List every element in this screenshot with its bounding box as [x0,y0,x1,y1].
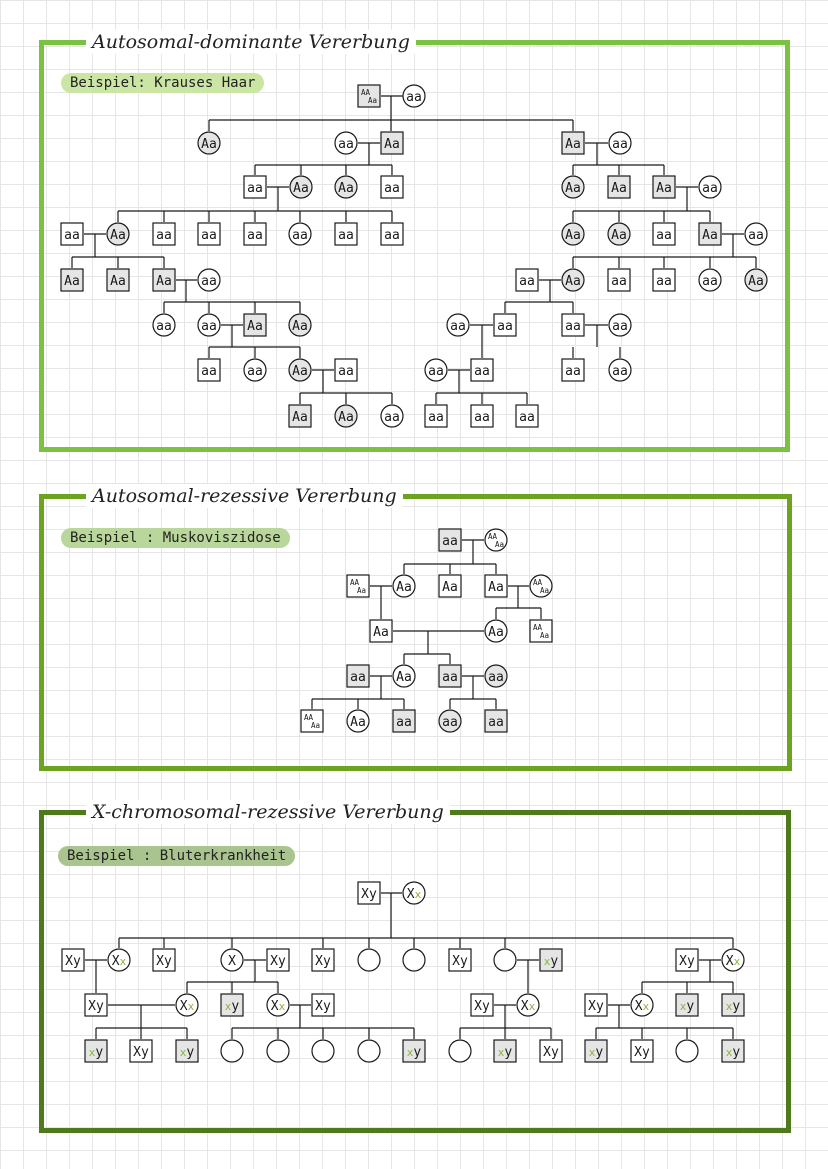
genotype-label: Aa [201,137,217,152]
female-symbol [447,314,469,336]
female-symbol [347,710,369,732]
male-symbol [267,949,289,971]
male-symbol [471,359,493,381]
genotype-label: aa [474,364,490,379]
female-symbol [244,359,266,381]
genotype-label: Aa [357,586,367,595]
genotype-label: aa [612,364,628,379]
male-symbol [335,359,357,381]
female-symbol [358,949,380,971]
genotype-label: aa [338,228,354,243]
genotype-label: Aa [368,96,378,105]
genotype-label: aa [702,181,718,196]
genotype-label: aa [612,137,628,152]
genotype-label: Xx [270,999,286,1014]
genotype-label: Xx [179,999,195,1014]
genotype-label: Xy [679,954,695,969]
genotype-label: Aa [611,181,627,196]
genotype-label: aa [442,715,458,730]
female-symbol [449,1040,471,1062]
female-symbol [403,882,425,904]
genotype-label: Xx [111,954,127,969]
male-symbol [516,269,538,291]
genotype-label: xy [725,999,741,1014]
genotype-label: Aa [442,580,458,595]
genotype-label: Xy [474,999,490,1014]
genotype-label: Xy [588,999,604,1014]
male-symbol [61,269,83,291]
male-symbol [176,1040,198,1062]
female-symbol [562,269,584,291]
genotype-label: Xy [88,999,104,1014]
male-symbol [312,949,334,971]
female-symbol [267,994,289,1016]
female-symbol [609,359,631,381]
male-symbol [62,949,84,971]
male-symbol [722,1040,744,1062]
genotype-label: aa [702,274,718,289]
female-symbol [485,665,507,687]
genotype-label: AA [304,713,314,722]
male-symbol [289,405,311,427]
female-symbol [153,314,175,336]
female-symbol [289,223,311,245]
pedigree-lines [72,96,756,404]
genotype-label: Aa [396,670,412,685]
genotype-label: aa [247,364,263,379]
male-symbol [585,1040,607,1062]
female-symbol [494,949,516,971]
genotype-label: Aa [311,721,321,730]
female-symbol [312,1040,334,1062]
male-symbol [358,882,380,904]
genotype-label: aa [450,319,466,334]
genotype-label: aa [292,228,308,243]
genotype-label: Aa [488,580,504,595]
genotype-label: Aa [565,274,581,289]
genotype-label: Xy [65,954,81,969]
genotype-label: aa [338,137,354,152]
genotype-label: aa [338,364,354,379]
male-symbol [370,620,392,642]
female-symbol [335,176,357,198]
female-symbol [381,405,403,427]
male-symbol [516,405,538,427]
genotype-label: aa [519,410,535,425]
genotype-label: Aa [156,274,172,289]
male-symbol [676,949,698,971]
genotype-label: Xx [634,999,650,1014]
genotype-label: AA [350,578,360,587]
male-symbol [221,994,243,1016]
female-symbol [562,176,584,198]
genotype-label: aa [156,228,172,243]
male-symbol [244,314,266,336]
genotype-label: Aa [396,580,412,595]
genotype-label: aa [442,534,458,549]
genotype-label: xy [406,1045,422,1060]
female-symbol [267,1040,289,1062]
genotype-label: Xy [361,887,377,902]
male-symbol [653,269,675,291]
genotype-label: aa [156,319,172,334]
female-symbol [335,132,357,154]
male-symbol [130,1040,152,1062]
genotype-label: Aa [373,625,389,640]
genotype-label: aa [428,364,444,379]
male-symbol [85,994,107,1016]
genotype-label: aa [247,181,263,196]
genotype-label: aa [612,319,628,334]
genotype-label: aa [497,319,513,334]
female-symbol [745,269,767,291]
genotype-label: xy [179,1045,195,1060]
female-symbol [609,314,631,336]
genotype-label: Aa [338,181,354,196]
female-symbol [722,949,744,971]
male-symbol [358,85,380,107]
female-symbol [699,269,721,291]
male-symbol [471,994,493,1016]
male-symbol [494,1040,516,1062]
genotype-label: aa [488,715,504,730]
genotype-label: Aa [110,228,126,243]
genotype-label: Aa [565,137,581,152]
male-symbol [107,269,129,291]
genotype-label: Xy [452,954,468,969]
section-title: X-chromosomal-rezessive Vererbung [86,800,450,824]
female-symbol [198,132,220,154]
male-symbol [381,176,403,198]
genotype-label: Aa [110,274,126,289]
genotype-label: aa [64,228,80,243]
female-symbol [393,665,415,687]
male-symbol [449,949,471,971]
genotype-label: Xy [543,1045,559,1060]
genotype-label: Xy [133,1045,149,1060]
male-symbol [653,176,675,198]
genotype-label: AA [488,532,498,541]
genotype-label: xy [497,1045,513,1060]
male-symbol [722,994,744,1016]
female-symbol [608,223,630,245]
male-symbol [439,665,461,687]
genotype-label: aa [384,410,400,425]
genotype-label: Aa [292,319,308,334]
genotype-label: Aa [611,228,627,243]
genotype-label: Xx [725,954,741,969]
genotype-label: aa [247,228,263,243]
example-tag: Beispiel : Muskoviszidose [61,528,290,548]
male-symbol [244,223,266,245]
male-symbol [403,1040,425,1062]
genotype-label: Aa [488,625,504,640]
genotype-label: AA [361,88,371,97]
pedigree-lines [312,540,541,709]
genotype-label: aa [656,228,672,243]
genotype-label: aa [350,670,366,685]
genotype-label: aa [201,274,217,289]
genotype-label: aa [384,181,400,196]
genotype-label: Aa [247,319,263,334]
male-symbol [153,949,175,971]
female-symbol [198,314,220,336]
genotype-label: aa [428,410,444,425]
female-symbol [290,176,312,198]
female-symbol [358,1040,380,1062]
genotype-label: aa [201,319,217,334]
male-symbol [381,223,403,245]
genotype-label: Aa [748,274,764,289]
genotype-label: xy [543,954,559,969]
male-symbol [335,223,357,245]
male-symbol [312,994,334,1016]
male-symbol [198,359,220,381]
female-symbol [631,994,653,1016]
genotype-label: Xy [634,1045,650,1060]
female-symbol [335,405,357,427]
genotype-label: AA [533,578,543,587]
male-symbol [244,176,266,198]
genotype-label: Xx [520,999,536,1014]
male-symbol [85,1040,107,1062]
female-symbol [393,575,415,597]
female-symbol [530,575,552,597]
female-symbol [609,132,631,154]
genotype-label: xy [725,1045,741,1060]
genotype-label: aa [406,90,422,105]
female-symbol [485,620,507,642]
section-title: Autosomal-rezessive Vererbung [86,484,403,508]
female-symbol [289,359,311,381]
male-symbol [676,994,698,1016]
male-symbol [347,665,369,687]
example-tag: Beispiel: Krauses Haar [61,73,264,93]
genotype-label: aa [201,364,217,379]
genotype-label: Aa [64,274,80,289]
female-symbol [221,1040,243,1062]
male-symbol [439,529,461,551]
male-symbol [425,405,447,427]
genotype-label: aa [488,670,504,685]
genotype-label: xy [679,999,695,1014]
genotype-label: Aa [565,228,581,243]
genotype-label: aa [474,410,490,425]
female-symbol [108,949,130,971]
genotype-label: Xy [315,999,331,1014]
male-symbol [653,223,675,245]
female-symbol [107,223,129,245]
genotype-label: aa [396,715,412,730]
male-symbol [631,1040,653,1062]
male-symbol [494,314,516,336]
female-symbol [198,269,220,291]
female-symbol [289,314,311,336]
male-symbol [608,269,630,291]
male-symbol [699,223,721,245]
male-symbol [471,405,493,427]
genotype-label: aa [565,364,581,379]
genotype-label: xy [88,1045,104,1060]
male-symbol [153,269,175,291]
male-symbol [347,575,369,597]
genotype-label: aa [519,274,535,289]
male-symbol [540,949,562,971]
female-symbol [676,1040,698,1062]
genotype-label: Aa [293,181,309,196]
male-symbol [562,314,584,336]
male-symbol [198,223,220,245]
genotype-label: Aa [540,631,550,640]
section-title: Autosomal-dominante Vererbung [86,30,416,54]
male-symbol [608,176,630,198]
male-symbol [530,620,552,642]
genotype-label: Aa [292,364,308,379]
male-symbol [301,710,323,732]
male-symbol [485,575,507,597]
genotype-label: aa [611,274,627,289]
example-tag: Beispiel : Bluterkrankheit [58,846,295,866]
male-symbol [61,223,83,245]
genotype-label: X [228,954,236,969]
genotype-label: Aa [565,181,581,196]
genotype-label: Aa [384,137,400,152]
male-symbol [540,1040,562,1062]
male-symbol [562,132,584,154]
genotype-label: Aa [656,181,672,196]
female-symbol [403,85,425,107]
genotype-label: xy [588,1045,604,1060]
male-symbol [153,223,175,245]
female-symbol [176,994,198,1016]
genotype-label: xy [224,999,240,1014]
female-symbol [221,949,243,971]
genotype-label: aa [748,228,764,243]
genotype-label: Xy [315,954,331,969]
genotype-label: Xy [270,954,286,969]
genotype-label: aa [442,670,458,685]
genotype-label: Aa [350,715,366,730]
female-symbol [517,994,539,1016]
male-symbol [381,132,403,154]
female-symbol [425,359,447,381]
female-symbol [485,529,507,551]
genotype-label: Xy [156,954,172,969]
genotype-label: aa [656,274,672,289]
male-symbol [562,359,584,381]
genotype-label: Aa [292,410,308,425]
male-symbol [393,710,415,732]
male-symbol [585,994,607,1016]
genotype-label: Aa [495,540,505,549]
genotype-label: Aa [702,228,718,243]
genotype-label: aa [565,319,581,334]
genotype-label: Aa [338,410,354,425]
female-symbol [562,223,584,245]
female-symbol [699,176,721,198]
genotype-label: AA [533,623,543,632]
male-symbol [439,575,461,597]
genotype-label: Aa [540,586,550,595]
female-symbol [439,710,461,732]
female-symbol [745,223,767,245]
genotype-label: aa [384,228,400,243]
genotype-label: aa [201,228,217,243]
male-symbol [485,710,507,732]
genotype-label: Xx [406,887,422,902]
female-symbol [403,949,425,971]
